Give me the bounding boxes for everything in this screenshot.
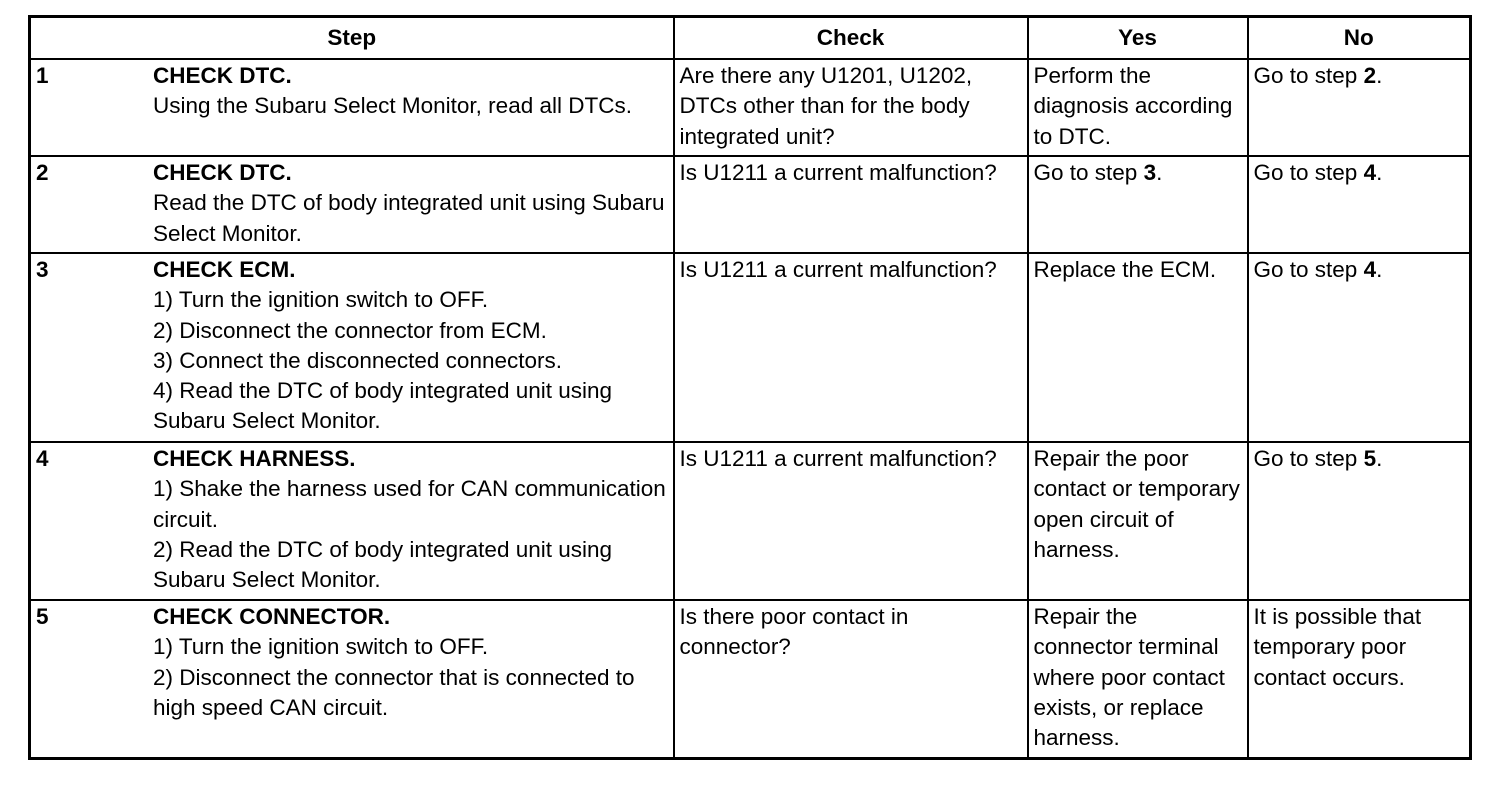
step-instruction: 1) Shake the harness used for CAN communication circuit. [153, 476, 666, 532]
step-instruction: 4) Read the DTC of body integrated unit using Subaru Select Monitor. [153, 378, 613, 434]
header-yes: Yes [1028, 17, 1248, 60]
step-cell [30, 442, 674, 600]
step-number: 1 [36, 63, 49, 88]
no-cell [1248, 156, 1471, 253]
check-cell: Is U1211 a current malfunction? [674, 156, 1028, 253]
check-cell: Are there any U1201, U1202, DTCs other than for the body integrated unit? [674, 59, 1028, 156]
no-step-ref: 4 [1363, 257, 1377, 282]
no-text: It is possible that temporary poor contact occurs. [1253, 604, 1422, 690]
step-cell [30, 253, 674, 442]
yes-text: Go to step [1033, 160, 1144, 185]
no-text: Go to step [1253, 160, 1364, 185]
table-row [30, 156, 1471, 253]
no-step-ref: 2 [1363, 63, 1377, 88]
header-no: No [1248, 17, 1471, 60]
yes-cell [1028, 600, 1248, 758]
diagnosis-table [28, 15, 1472, 760]
header-step: Step [30, 17, 674, 60]
table-row [30, 442, 1471, 600]
no-text: Go to step [1253, 257, 1364, 282]
no-suffix: . [1376, 160, 1383, 185]
yes-text: Repair the poor contact or temporary open circuit of harness. [1033, 446, 1240, 562]
no-text: Go to step [1253, 63, 1364, 88]
step-instruction: Using the Subaru Select Monitor, read all DTCs. [153, 93, 632, 119]
step-title: CHECK HARNESS. [153, 446, 356, 471]
no-cell [1248, 442, 1471, 600]
step-instruction: 2) Read the DTC of body integrated unit using Subaru Select Monitor. [153, 536, 613, 593]
no-cell [1248, 600, 1471, 758]
step-instruction: 2) Disconnect the connector from ECM. [153, 317, 547, 343]
step-cell [30, 59, 674, 156]
step-instruction: Read the DTC of body integrated unit using Subaru Select Monitor. [153, 190, 665, 246]
yes-text: Perform the diagnosis according to DTC. [1033, 63, 1233, 149]
step-title: CHECK CONNECTOR. [153, 604, 391, 629]
check-cell: Is there poor contact in connector? [674, 600, 1028, 758]
no-suffix: . [1376, 257, 1383, 282]
step-title: CHECK ECM. [153, 257, 296, 282]
step-number: 3 [36, 257, 49, 282]
yes-step-ref: 3 [1143, 160, 1157, 185]
step-instruction: 1) Turn the ignition switch to OFF. [153, 634, 489, 660]
step-cell [30, 600, 674, 758]
no-suffix: . [1376, 63, 1383, 88]
table-row [30, 59, 1471, 156]
step-number: 5 [36, 604, 49, 629]
yes-cell [1028, 253, 1248, 442]
table-row [30, 600, 1471, 758]
step-instruction: 3) Connect the disconnected connectors. [153, 347, 562, 373]
table-row [30, 253, 1471, 442]
yes-cell [1028, 442, 1248, 600]
no-suffix: . [1376, 446, 1383, 471]
table-header-row [30, 17, 1471, 60]
step-cell [30, 156, 674, 253]
no-step-ref: 4 [1363, 160, 1377, 185]
step-instruction: 1) Turn the ignition switch to OFF. [153, 287, 489, 313]
step-title: CHECK DTC. [153, 160, 292, 185]
check-cell: Is U1211 a current malfunction? [674, 253, 1028, 442]
step-number: 2 [36, 160, 49, 185]
yes-cell: Go to step 3. [1028, 156, 1248, 253]
check-cell: Is U1211 a current malfunction? [674, 442, 1028, 600]
yes-text: Repair the connector terminal where poor contact exists, or replace harness. [1033, 604, 1225, 751]
yes-text: Replace the ECM. [1033, 257, 1217, 282]
no-cell [1248, 59, 1471, 156]
no-text: Go to step [1253, 446, 1364, 471]
no-step-ref: 5 [1363, 446, 1377, 471]
yes-cell [1028, 59, 1248, 156]
step-number: 4 [36, 446, 49, 471]
no-cell [1248, 253, 1471, 442]
step-title: CHECK DTC. [153, 63, 292, 88]
step-instruction: 2) Disconnect the connector that is connected to high speed CAN circuit. [153, 664, 635, 720]
header-check: Check [674, 17, 1028, 60]
